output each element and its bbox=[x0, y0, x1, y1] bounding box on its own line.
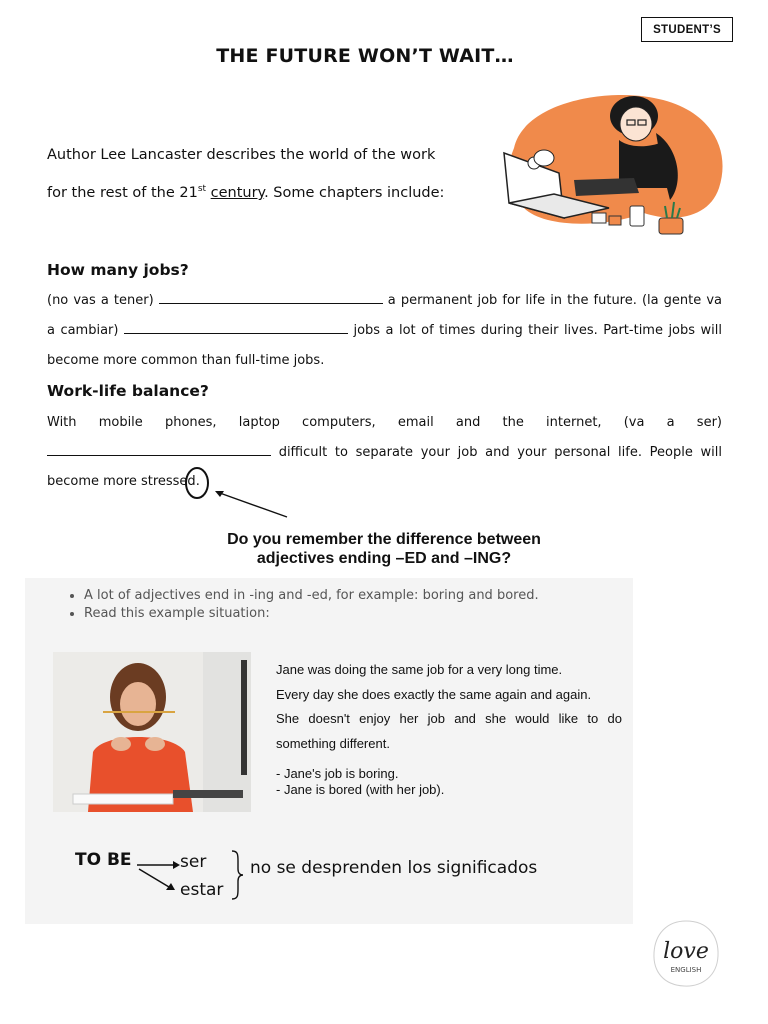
blank-answer-3[interactable] bbox=[47, 445, 271, 456]
ordinal-suffix: st bbox=[197, 184, 207, 194]
bullet-list bbox=[60, 588, 539, 624]
meaning-note: no se desprenden los significados bbox=[250, 858, 538, 878]
underlined-word: century bbox=[210, 184, 265, 201]
heading-how-many-jobs: How many jobs? bbox=[47, 261, 189, 279]
question-line-1: Do you remember the difference between bbox=[227, 531, 541, 548]
circled-suffix: sed bbox=[172, 474, 196, 489]
story-text bbox=[276, 658, 622, 756]
branch-arrows bbox=[135, 856, 183, 896]
balance-text: difficult to separate your job and your personal life. People will bbox=[278, 445, 722, 460]
to-be-label: TO BE bbox=[75, 850, 132, 870]
intro-line-1: Author Lee Lancaster describes the world of the work bbox=[47, 147, 436, 163]
example-line: - Jane is bored (with her job). bbox=[276, 782, 445, 797]
story-line: something different. bbox=[276, 735, 390, 751]
balance-text: become more stres bbox=[47, 474, 173, 489]
intro-line-2 bbox=[47, 184, 444, 201]
page-title: THE FUTURE WON’T WAIT… bbox=[216, 45, 514, 67]
svg-text:ENGLISH: ENGLISH bbox=[670, 966, 702, 974]
woman-at-laptop-illustration bbox=[484, 88, 734, 246]
bored-woman-photo bbox=[53, 652, 251, 812]
example-line: - Jane's job is boring. bbox=[276, 766, 399, 781]
jobs-text: jobs a lot of times during their lives. Part-time jobs will bbox=[353, 323, 722, 338]
heading-work-life-balance: Work-life balance? bbox=[47, 382, 209, 400]
jobs-text: a permanent job for life in the future. (la gente va bbox=[387, 293, 722, 308]
jobs-line-3: become more common than full-time jobs. bbox=[47, 353, 325, 368]
svg-text:love: love bbox=[663, 939, 709, 964]
hint: a cambiar) bbox=[47, 323, 119, 338]
estar-label: estar bbox=[180, 880, 224, 900]
ser-label: ser bbox=[180, 852, 207, 872]
hint: (no vas a tener) bbox=[47, 293, 154, 308]
story-line: Jane was doing the same job for a very long time. bbox=[276, 662, 563, 677]
love-english-logo bbox=[650, 918, 722, 990]
student-badge: STUDENT’S bbox=[641, 17, 733, 42]
bullet-item: • Read this example situation: bbox=[84, 606, 539, 621]
blank-answer-2[interactable] bbox=[124, 323, 348, 334]
balance-line-1: With mobile phones, laptop computers, email and the internet, (va a ser) bbox=[47, 415, 722, 430]
blank-answer-1[interactable] bbox=[159, 293, 383, 304]
bullet-item: • A lot of adjectives end in -ing and -ed, for example: boring and bored. bbox=[84, 588, 539, 603]
balance-line-3 bbox=[47, 474, 722, 489]
jobs-line-2 bbox=[47, 323, 722, 338]
circle-and-arrow-annotation bbox=[172, 460, 295, 525]
story-line: Every day she does exactly the same again and again. bbox=[276, 686, 592, 702]
intro-text-end: . Some chapters include: bbox=[264, 184, 445, 201]
question-line-2: adjectives ending –ED and –ING? bbox=[256, 550, 512, 567]
story-line: She doesn't enjoy her job and she would like to do bbox=[276, 711, 622, 726]
curly-brace bbox=[230, 849, 244, 901]
jobs-line-1 bbox=[47, 293, 722, 308]
balance-line-2 bbox=[47, 445, 722, 460]
examples bbox=[276, 766, 444, 798]
balance-period: . bbox=[195, 474, 200, 489]
intro-text: for the rest of the 21 bbox=[47, 184, 198, 201]
